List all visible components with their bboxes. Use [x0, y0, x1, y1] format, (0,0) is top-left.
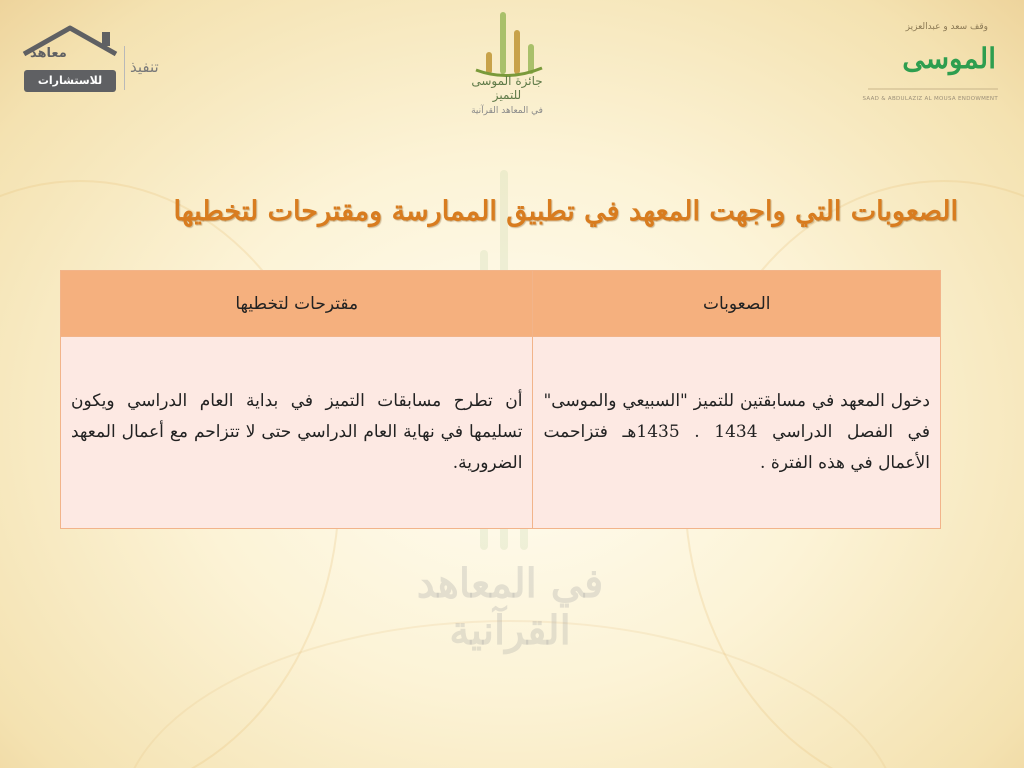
logo-divider: [124, 46, 125, 90]
award-emblem-icon: [462, 8, 552, 78]
header-difficulties: الصعوبات: [533, 271, 941, 337]
endowment-main-text: الموسى: [902, 42, 996, 75]
logo-left-brand: تنفيذ: [130, 58, 159, 76]
logo-left-top-text: معاهد: [30, 46, 67, 61]
endowment-top-text: وقف سعد و عبدالعزيز: [905, 22, 988, 32]
slide-title: الصعوبات التي واجهت المعهد في تطبيق الممارسة ومقترحات لتخطيها: [173, 196, 958, 227]
header-suggestions: مقترحات لتخطيها: [61, 271, 533, 337]
difficulties-table: [60, 270, 941, 529]
suggestion-cell: أن تطرح مسابقات التميز في بداية العام الدراسي ويكون تسليمها في نهاية العام الدراسي حتى لا تتزاحم مع أعمال المعهد الضرورية.: [61, 337, 533, 529]
consulting-logo: [18, 24, 178, 96]
endowment-english-text: SAAD & ABDULAZIZ AL MOUSA ENDOWMENT: [862, 96, 998, 102]
difficulty-cell: دخول المعهد في مسابقتين للتميز "السبيعي والموسى" في الفصل الدراسي 1434 . 1435هـ فتزاحمت الأعمال في هذه الفترة .: [533, 337, 941, 529]
watermark-text: في المعاهد القرآنية: [416, 560, 604, 654]
award-logo-subtext: في المعاهد القرآنية: [471, 106, 543, 116]
crescent-icon: [986, 16, 1002, 32]
logo-left-label: للاستشارات: [24, 70, 116, 92]
award-logo: [462, 8, 552, 126]
award-logo-text: جائزة الموسى للتميز: [471, 74, 543, 102]
table-header-row: [61, 271, 941, 337]
table-row: [61, 337, 941, 529]
endowment-logo: [862, 16, 1002, 108]
endowment-rule: [868, 86, 998, 92]
